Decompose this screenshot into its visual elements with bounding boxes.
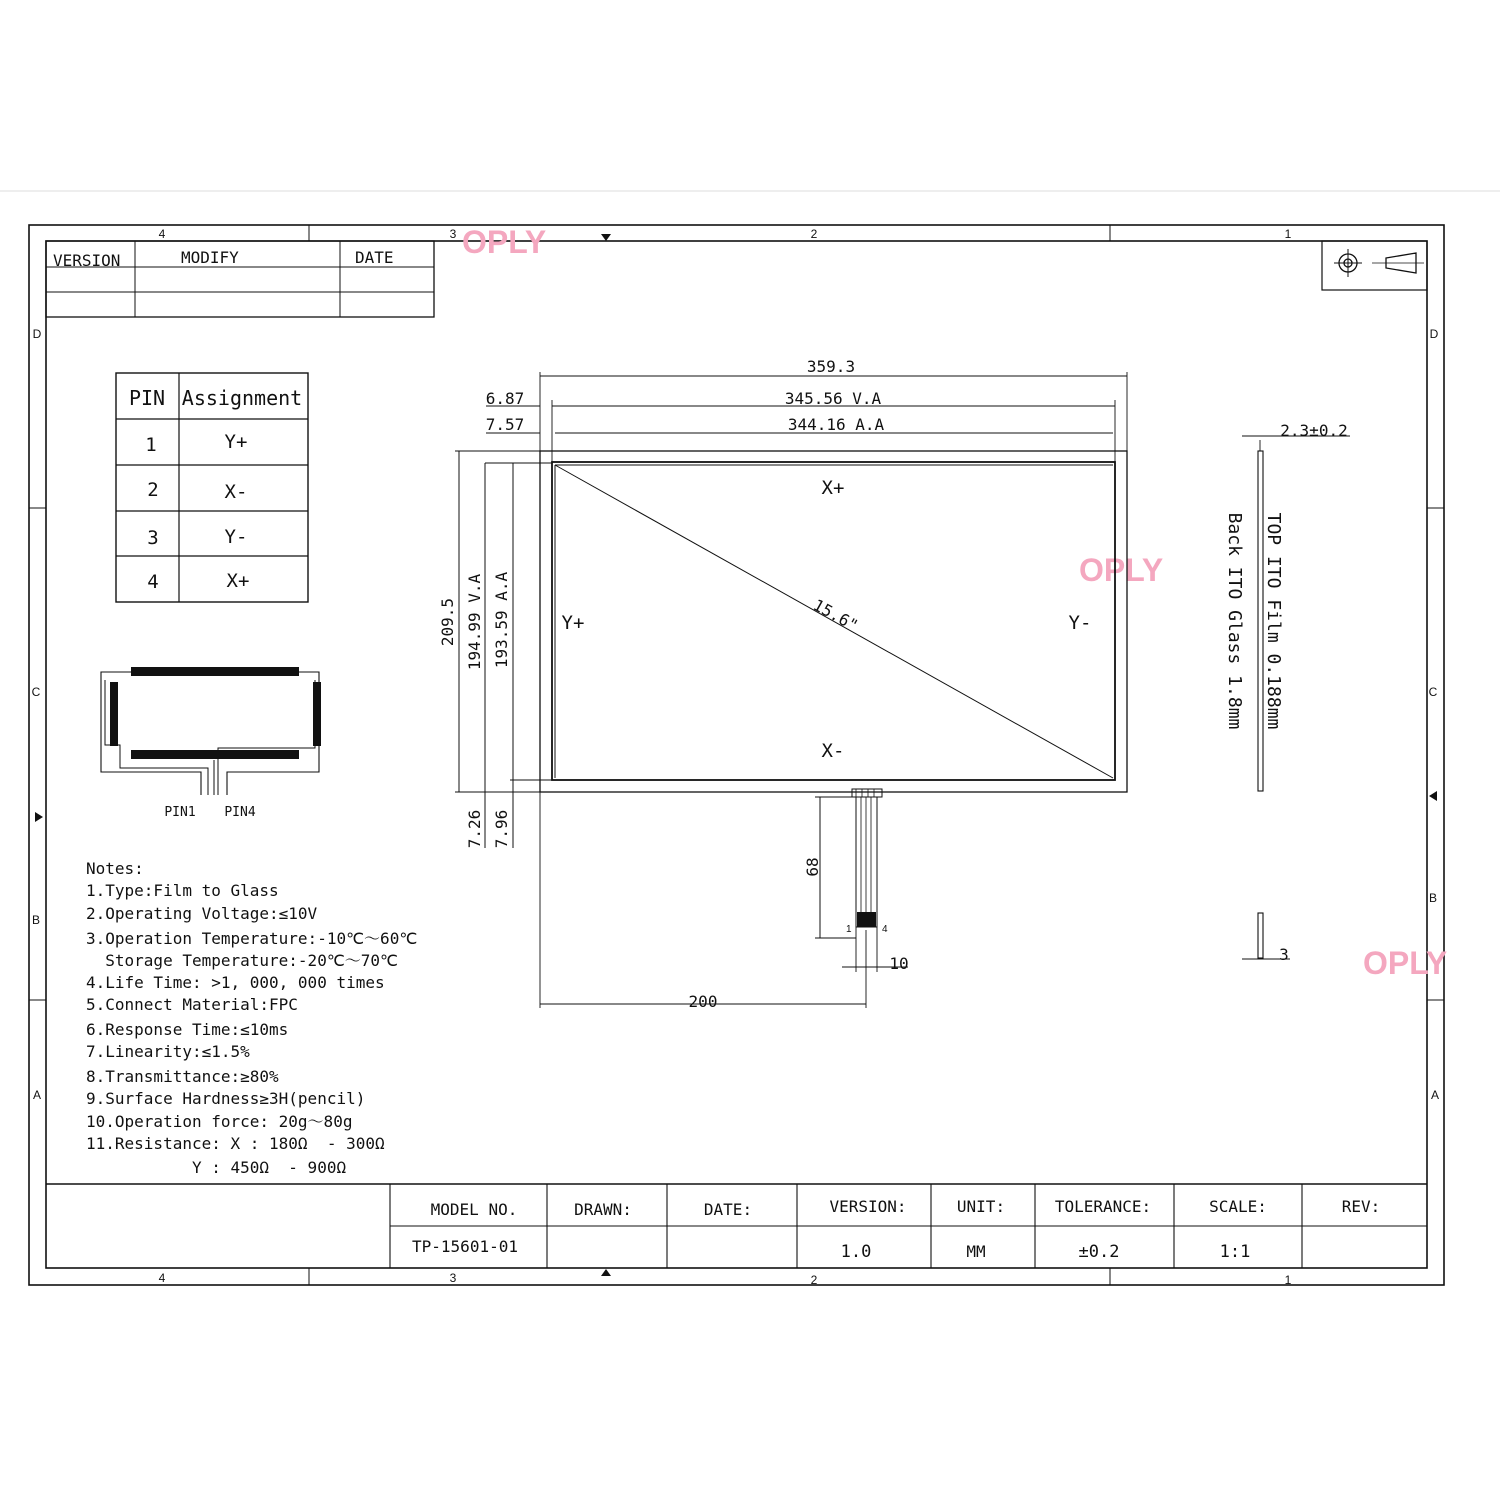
zone-col-3-bottom: 3 [449, 1271, 457, 1285]
electrode-diagram [101, 667, 321, 820]
panel-front-view [485, 451, 1127, 792]
side-stack [1258, 451, 1263, 791]
notes-title: Notes: [86, 859, 144, 878]
title-model-no-label: MODEL NO. [430, 1200, 518, 1219]
electrode-top [131, 667, 299, 676]
dim-left-offset-va: 6.87 [485, 389, 525, 408]
title-block [46, 1184, 1427, 1268]
zone-col-4-top: 4 [158, 227, 166, 241]
diagonal-size-label: 15.6" [809, 595, 862, 636]
dim-va-height: 194.99 V.A [465, 573, 484, 671]
dim-fpc-position: 200 [688, 992, 718, 1011]
zone-col-1-bottom: 1 [1284, 1273, 1292, 1287]
title-scale-label: SCALE: [1209, 1197, 1267, 1216]
notes-block [86, 859, 417, 1177]
pin-table-row-1-pin: 1 [145, 434, 157, 456]
zone-row-d-left: D [32, 327, 42, 341]
zone-col-2-bottom: 2 [810, 1273, 818, 1287]
dim-bottom-offset-va: 7.26 [465, 809, 484, 849]
title-rev-label: REV: [1341, 1197, 1381, 1216]
watermark-middle: OPLY [1079, 552, 1164, 588]
title-scale-value: 1:1 [1219, 1242, 1251, 1262]
title-version-label: VERSION: [829, 1197, 907, 1216]
pin-table-header-pin: PIN [128, 386, 166, 410]
zone-col-1-top: 1 [1284, 227, 1292, 241]
pin-table-row-3-pin: 3 [147, 527, 159, 549]
zone-row-c-left: C [31, 685, 41, 699]
title-drawn-label: DRAWN: [574, 1200, 632, 1219]
zone-col-2-top: 2 [810, 227, 818, 241]
title-date-label: DATE: [703, 1200, 753, 1219]
note-line-8: 8.Transmittance:≥80% [86, 1067, 279, 1086]
note-line-2: 2.Operating Voltage:≤10V [86, 904, 318, 923]
fpc-body [856, 797, 877, 927]
watermark-right: OPLY [1363, 945, 1448, 981]
zone-row-c-right: C [1428, 685, 1438, 699]
pin-table-row-4-pin: 4 [147, 571, 159, 593]
note-line-4: 4.Life Time: >1, 000, 000 times [86, 973, 385, 992]
dim-aa-width: 344.16 A.A [787, 415, 885, 434]
revision-header-modify: MODIFY [181, 248, 239, 267]
panel-label-right: Y- [1068, 612, 1092, 634]
pin-table-header-assignment: Assignment [181, 386, 303, 410]
fpc-pin1-label: 1 [846, 924, 852, 935]
title-tolerance-label: TOLERANCE: [1054, 1197, 1152, 1216]
panel-label-bottom: X- [821, 740, 845, 762]
note-line-11b: Y : 450Ω - 900Ω [86, 1158, 347, 1177]
revision-table [46, 241, 434, 317]
dimensions [438, 357, 1127, 1011]
note-line-3: 3.Operation Temperature:-10℃～60℃ [86, 929, 418, 948]
center-arrow-left [35, 812, 43, 822]
side-top-layer-label: TOP ITO Film 0.188mm [1263, 512, 1284, 730]
revision-header-date: DATE [355, 248, 394, 267]
dim-fpc-width: 10 [889, 954, 909, 973]
title-unit-label: UNIT: [956, 1197, 1006, 1216]
note-line-10: 10.Operation force: 20g～80g [86, 1112, 353, 1131]
title-version-value: 1.0 [840, 1242, 872, 1262]
note-line-9: 9.Surface Hardness≥3H(pencil) [86, 1089, 366, 1108]
note-line-3b: Storage Temperature:-20℃～70℃ [86, 951, 399, 970]
pin-table-row-2-assignment: X- [224, 481, 248, 503]
side-view [1224, 421, 1350, 964]
zone-row-b-right: B [1428, 891, 1438, 905]
pin-table-row-3-assignment: Y- [224, 526, 248, 548]
zone-col-4-bottom: 4 [158, 1271, 166, 1285]
fpc-contacts [857, 912, 876, 927]
zone-col-3-top: 3 [449, 227, 457, 241]
dim-fpc-length: 68 [803, 857, 822, 877]
pin-table-row-1-assignment: Y+ [224, 431, 248, 453]
panel-label-left: Y+ [561, 612, 585, 634]
pin-table-row-2-pin: 2 [147, 479, 159, 501]
fpc-pin4-label: 4 [882, 924, 888, 935]
center-arrow-right [1429, 791, 1437, 801]
zone-row-d-right: D [1429, 327, 1439, 341]
zone-row-a-left: A [32, 1088, 42, 1102]
side-back-layer-label: Back ITO Glass 1.8mm [1224, 512, 1245, 730]
electrode-left [110, 682, 118, 746]
panel-label-top: X+ [821, 477, 845, 499]
dim-bottom-offset-aa: 7.96 [492, 809, 511, 849]
fpc-tail [846, 789, 888, 935]
fpc-connector-top [852, 789, 882, 797]
title-tolerance-value: ±0.2 [1078, 1242, 1120, 1262]
dim-side-tail: 3 [1279, 945, 1289, 964]
projection-symbol [1322, 241, 1427, 290]
note-line-7: 7.Linearity:≤1.5% [86, 1042, 250, 1061]
center-arrow-bottom [601, 1269, 611, 1276]
electrode-bottom [131, 750, 299, 759]
dim-outer-width: 359.3 [806, 357, 856, 376]
electrode-pin1-label: PIN1 [164, 805, 196, 820]
dim-va-width: 345.56 V.A [784, 389, 882, 408]
note-line-5: 5.Connect Material:FPC [86, 995, 298, 1014]
watermark-top: OPLY [462, 224, 547, 260]
dim-aa-height: 193.59 A.A [492, 571, 511, 669]
center-arrow-top [601, 234, 611, 241]
zone-row-a-right: A [1430, 1088, 1440, 1102]
dim-left-offset-aa: 7.57 [485, 415, 525, 434]
title-unit-value: MM [966, 1242, 986, 1261]
zone-row-b-left: B [31, 913, 41, 927]
dim-outer-height: 209.5 [438, 597, 457, 647]
note-line-1: 1.Type:Film to Glass [86, 881, 279, 900]
title-model-no-value: TP-15601-01 [412, 1237, 518, 1256]
revision-header-version: VERSION [53, 251, 121, 270]
dim-thickness: 2.3±0.2 [1280, 421, 1348, 440]
pin-table-row-4-assignment: X+ [226, 570, 250, 592]
electrode-right [313, 682, 321, 746]
side-fpc [1258, 913, 1263, 958]
electrode-pin4-label: PIN4 [224, 805, 256, 820]
pin-table [116, 373, 308, 602]
note-line-6: 6.Response Time:≤10ms [86, 1020, 289, 1039]
note-line-11: 11.Resistance: X : 180Ω - 300Ω [86, 1134, 385, 1153]
